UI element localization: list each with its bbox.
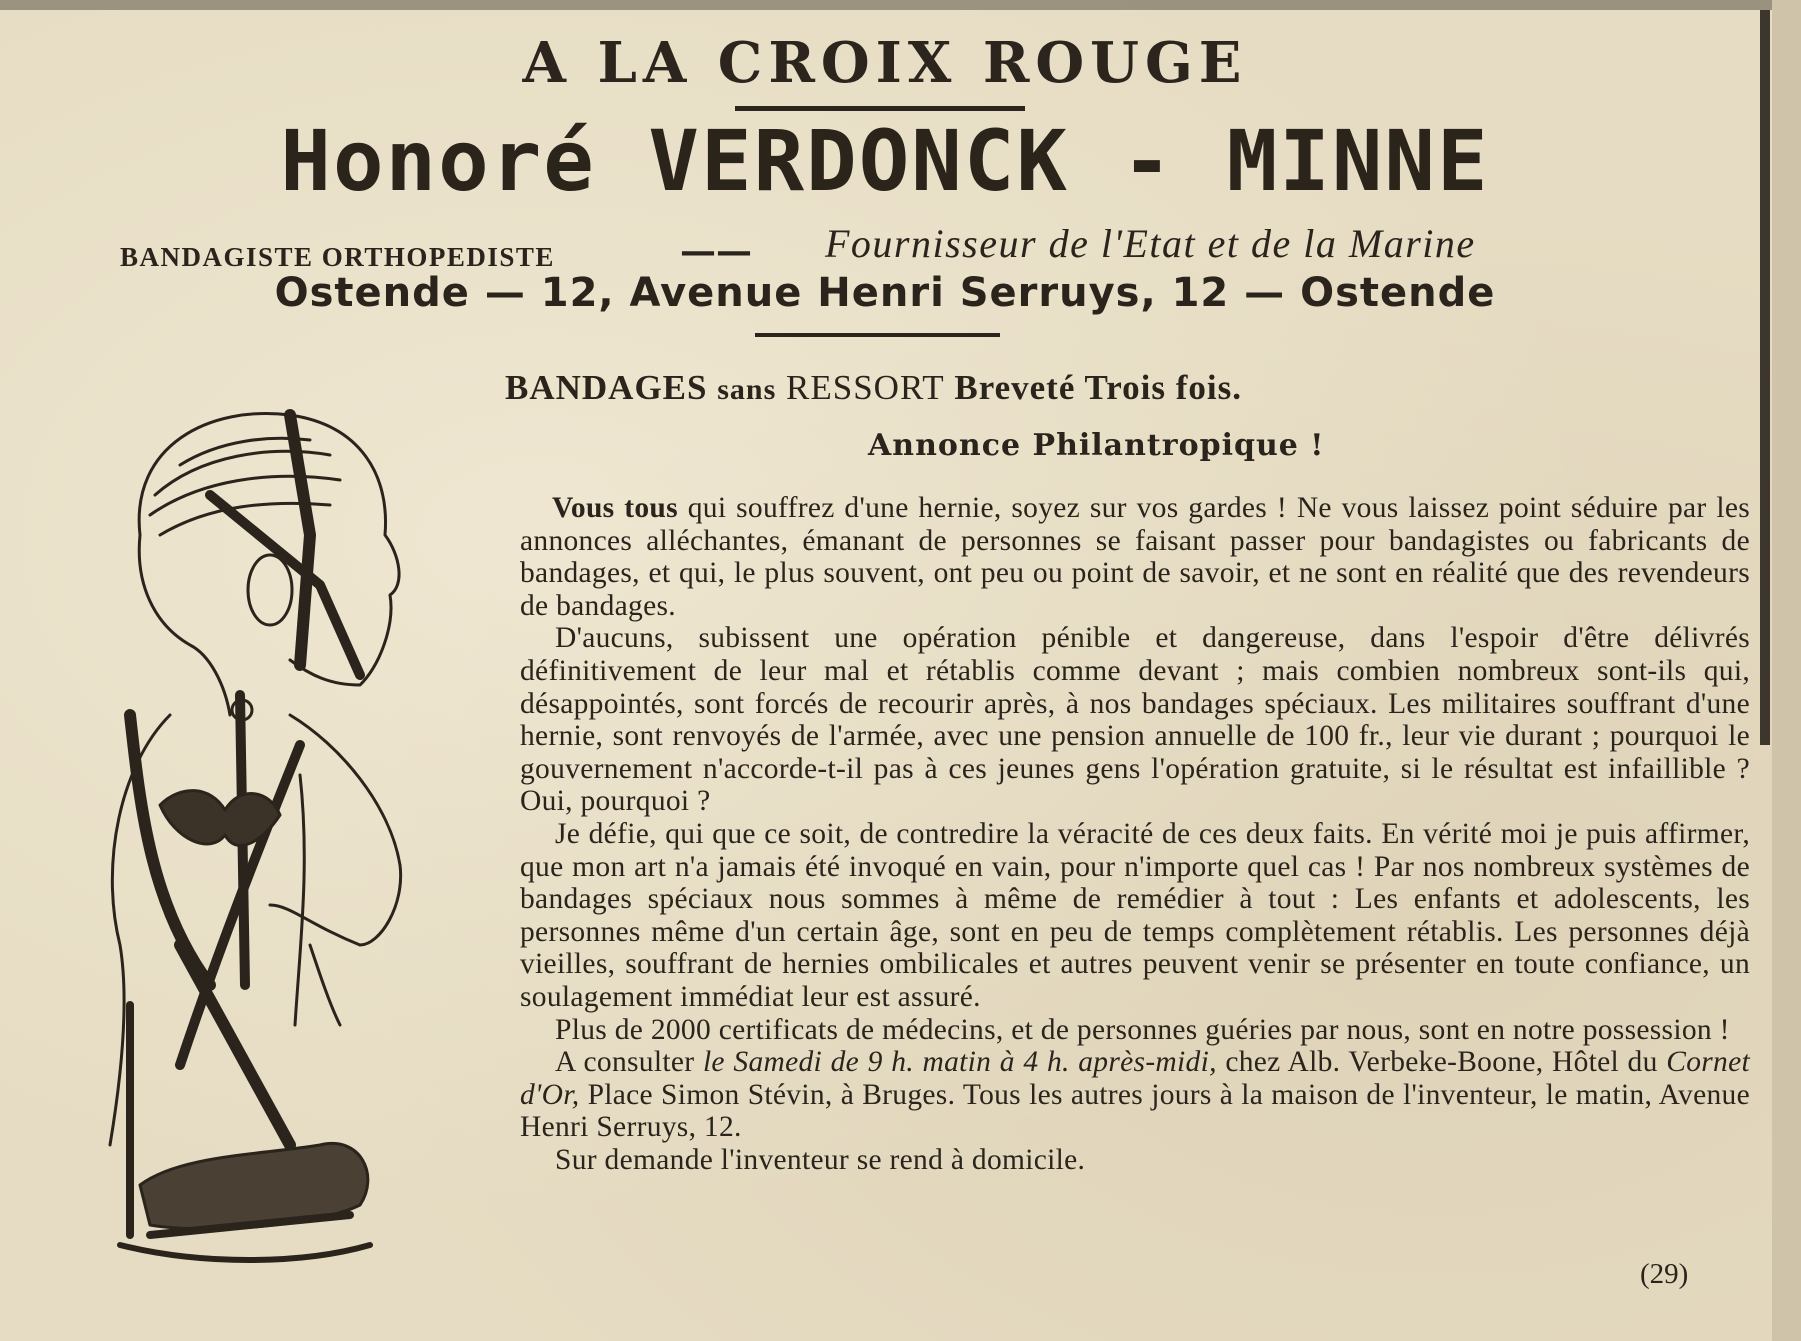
- headline-word-4: Breveté Trois fois.: [954, 368, 1242, 407]
- paragraph-2: D'aucuns, subissent une opération pénible et dangereuse, dans l'espoir d'être délivrés définitivement de leur mal et rétablis comme devant ; mais combien nombreux sont-ils qui, désappointés, sont forcés de recourir après, à nos bandages spéciaux. Les militaires souffrant d'une hernie, sont renvoyés de l'armée, avec une pension annuelle de 100 fr., leur vie durant ; pourquoi le gouvernement n'accorde-t-il pas à ces jeunes gens l'opération gratuite, si le résultat est infaillible ? Oui, pourquoi ?: [520, 622, 1750, 818]
- paragraph-3: Je défie, qui que ce soit, de contredire la véracité de ces deux faits. En vérité moi je puis affirmer, que mon art n'a jamais été invoqué en vain, pour n'importe quel cas ! Par nos nombreux systèmes de bandages spéciaux nous sommes à même de remédier à tout : Les enfants et adolescents, les personnes même d'un certain âge, sont en peu de temps complètement rétablis. Les personnes déjà vieilles, souffrant de hernies ombilicales et autres peuvent venir se présenter en toute confiance, un soulagement immédiat leur est assuré.: [520, 817, 1750, 1013]
- paragraph-6: Sur demande l'inventeur se rend à domicile.: [555, 1143, 1086, 1176]
- ad-reference-number: (29): [1640, 1258, 1689, 1290]
- shop-address: Ostende — 12, Avenue Henri Serruys, 12 — Ostende: [274, 270, 1496, 316]
- sub-headline: Annonce Philantropique !: [868, 428, 1325, 463]
- paragraph-5-part-b: chez Alb. Verbeke-Boone, Hôtel du: [1216, 1046, 1667, 1079]
- page-edge: [1772, 0, 1801, 1341]
- top-border-rule: [0, 0, 1801, 10]
- ad-title: A LA CROIX ROUGE: [522, 30, 1248, 96]
- paragraph-5-part-a: A consulter: [555, 1046, 703, 1079]
- paragraph-5: [520, 1046, 1750, 1144]
- title-divider: [735, 106, 1025, 111]
- paragraph-1: [520, 492, 1750, 622]
- paragraph-1-lead: Vous tous: [552, 492, 678, 524]
- profession: BANDAGISTE ORTHOPEDISTE: [120, 242, 555, 272]
- address-divider: [755, 333, 1000, 337]
- product-headline: [505, 368, 1455, 408]
- headline-word-1: BANDAGES: [505, 368, 708, 407]
- consult-hours: le Samedi de 9 h. matin à 4 h. après-midi,: [702, 1046, 1217, 1079]
- truss-illustration-icon: [60, 385, 500, 1305]
- ad-body: [520, 492, 1750, 1176]
- paragraph-4: Plus de 2000 certificats de médecins, et de personnes guéries par nous, sont en notre possession !: [555, 1013, 1730, 1046]
- merchant-name: Honoré VERDONCK - MINNE: [280, 112, 1490, 210]
- paragraph-1-text: qui souffrez d'une hernie, soyez sur vos gardes ! Ne vous laissez point séduire par les annonces alléchantes, émanant de personnes se faisant passer pour bandagistes ou fabricants de bandages, et qui, le plus souvent, ont peu ou point de savoir, et ne sont en réalité que des revendeurs de bandages.: [520, 492, 1750, 622]
- headline-word-2: sans: [717, 373, 777, 406]
- headline-word-3: RESSORT: [786, 368, 945, 407]
- separator-dash: ——: [680, 230, 752, 272]
- supplier-line: Fournisseur de l'Etat et de la Marine: [825, 221, 1476, 266]
- hotel-name: Cornet d'Or,: [520, 1046, 1750, 1111]
- paragraph-5-part-c: Place Simon Stévin, à Bruges. Tous les autres jours à la maison de l'inventeur, le matin, Avenue Henri Serruys, 12.: [520, 1078, 1750, 1144]
